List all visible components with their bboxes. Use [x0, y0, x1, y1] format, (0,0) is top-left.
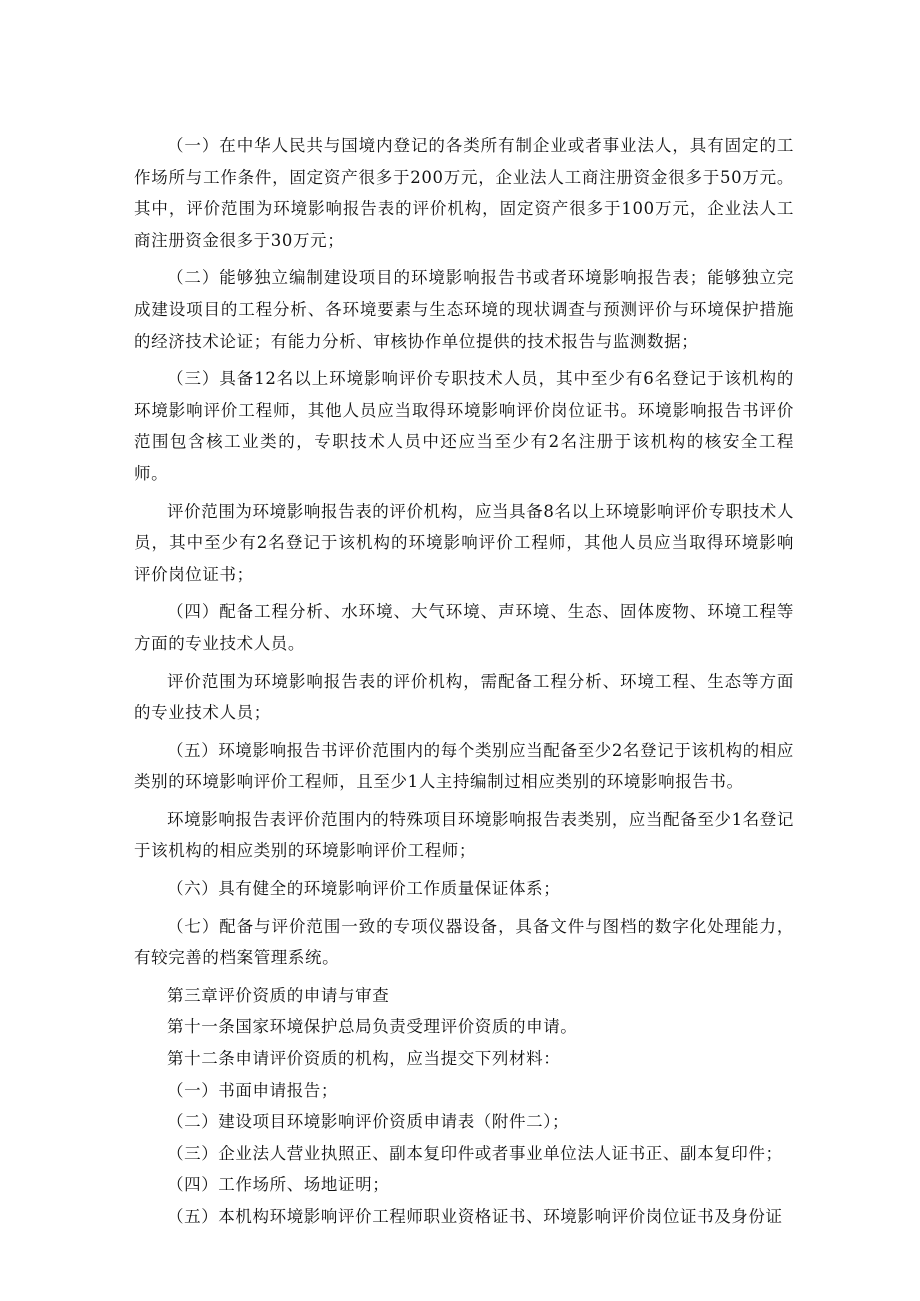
material-item-4: （四）工作场所、场地证明；: [167, 1175, 390, 1195]
document-body: [134, 130, 794, 1233]
article-twelve: 第十二条申请评价资质的机构，应当提交下列材料：: [167, 1049, 561, 1069]
article-eleven: 第十一条国家环境保护总局负责受理评价资质的申请。: [167, 1017, 578, 1037]
paragraph-qualification-4: （四）配备工程分析、水环境、大气环境、声环境、生态、固体废物、环境工程等方面的专业技术人员。: [134, 602, 794, 653]
paragraph-qualification-2: （二）能够独立编制建设项目的环境影响报告书或者环境影响报告表；能够独立完成建设项目的工程分析、各环境要素与生态环境的现状调查与预测评价与环境保护措施的经济技术论证；有能力分析、审核协作单位提供的技术报告与监测数据；: [134, 268, 794, 351]
material-item-1: （一）书面申请报告；: [167, 1080, 338, 1100]
material-item-5: （五）本机构环境影响评价工程师职业资格证书、环境影响评价岗位证书及身份证: [167, 1207, 783, 1226]
paragraph-qualification-1: （一）在中华人民共与国境内登记的各类所有制企业或者事业法人，具有固定的工作场所与工作条件，固定资产很多于200万元，企业法人工商注册资金很多于50万元。其中，评价范围为环境影响报告表的评价机构，固定资产很多于100万元，企业法人工商注册资金很多于30万元；: [134, 136, 794, 250]
paragraph-qualification-3: （三）具备12名以上环境影响评价专职技术人员，其中至少有6名登记于该机构的环境影响评价工程师，其他人员应当取得环境影响评价岗位证书。环境影响报告书评价范围包含核工业类的，专职技术人员中还应当至少有2名注册于该机构的核安全工程师。: [134, 369, 794, 483]
paragraph-qualification-5: （五）环境影响报告书评价范围内的每个类别应当配备至少2名登记于该机构的相应类别的环境影响评价工程师，且至少1人主持编制过相应类别的环境影响报告书。: [134, 740, 794, 792]
material-item-3: （三）企业法人营业执照正、副本复印件或者事业单位法人证书正、副本复印件；: [167, 1143, 783, 1163]
paragraph-report-form-specialists: 评价范围为环境影响报告表的评价机构，需配备工程分析、环境工程、生态等方面的专业技术人员；: [134, 671, 794, 723]
paragraph-report-form-staff: 评价范围为环境影响报告表的评价机构，应当具备8名以上环境影响评价专职技术人员，其中至少有2名登记于该机构的环境影响评价工程师，其他人员应当取得环境影响评价岗位证书；: [134, 501, 794, 584]
material-item-2: （二）建设项目环境影响评价资质申请表（附件二）；: [167, 1112, 570, 1132]
paragraph-special-project-engineer: 环境影响报告表评价范围内的特殊项目环境影响报告表类别，应当配备至少1名登记于该机构的相应类别的环境影响评价工程师；: [134, 809, 794, 861]
paragraph-qualification-6: （六）具有健全的环境影响评价工作质量保证体系；: [167, 879, 561, 899]
chapter-heading: 第三章评价资质的申请与审查: [167, 985, 390, 1005]
paragraph-qualification-7: （七）配备与评价范围一致的专项仪器设备，具备文件与图档的数字化处理能力，有较完善的档案管理系统。: [134, 916, 794, 968]
